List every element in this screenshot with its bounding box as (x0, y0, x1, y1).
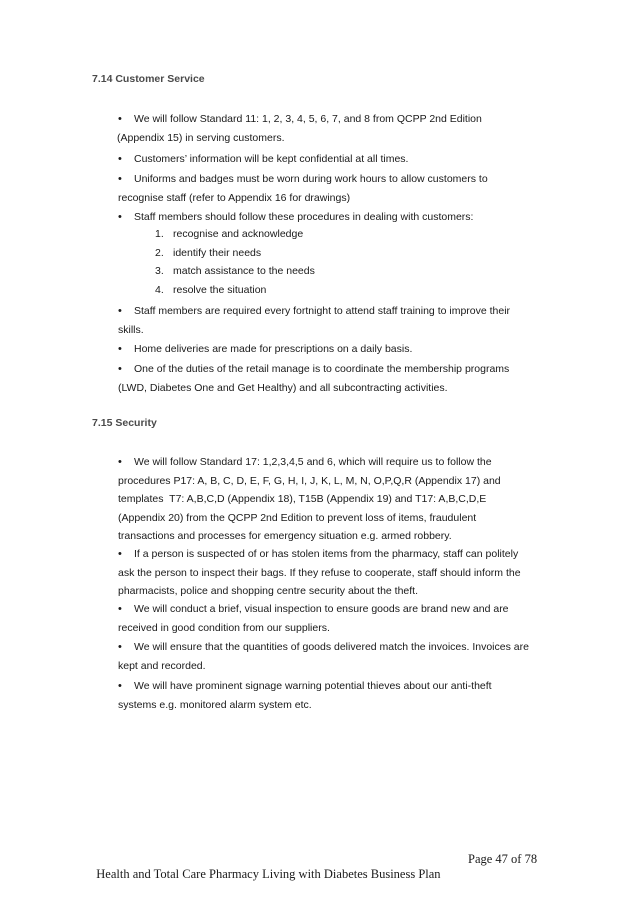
bullet-icon: • (118, 153, 122, 165)
bullet-icon: • (118, 113, 122, 125)
bullet-icon: • (118, 173, 122, 185)
list-item: • Staff members should follow these procedures in dealing with customers: (118, 208, 543, 227)
section-heading-customer-service: 7.14 Customer Service (92, 73, 205, 85)
footer-title: Health and Total Care Pharmacy Living with Diabetes Business Plan (96, 867, 441, 881)
list-item: • We will have prominent signage warning potential thieves about our anti-theft systems e.g. monitored alarm system etc. (118, 677, 543, 714)
list-item: • We will follow Standard 11: 1, 2, 3, 4, 5, 6, 7, and 8 from QCPP 2nd Edition (Appendix 15) in serving customers. (118, 110, 543, 147)
section-heading-security: 7.15 Security (92, 417, 157, 429)
list-item: • Home deliveries are made for prescriptions on a daily basis. (118, 340, 543, 359)
bullet-icon: • (118, 456, 122, 468)
procedure-item: 4. resolve the situation (155, 284, 267, 296)
bullet-icon: • (118, 211, 122, 223)
bullet-icon: • (118, 603, 122, 615)
list-item: • We will follow Standard 17: 1,2,3,4,5 and 6, which will require us to follow the procedures P17: A, B, C, D, E, F, G, H, I, J, K, L, M, N, O,P,Q,R (Appendix 17) and templates T7: A,B,C,D (Appendix 18), T15B (Appendix 19) and T17: A,B,C,D,E (Appendix 20) from the QCPP 2nd Edition to prevent loss of items, fraudulent transactions and processes for emergency situation e.g. armed robbery. (118, 453, 543, 546)
bullet-icon: • (118, 680, 122, 692)
list-item: • We will conduct a brief, visual inspection to ensure goods are brand new and are received in good condition from our suppliers. (118, 600, 543, 637)
procedure-item: 1. recognise and acknowledge (155, 228, 304, 240)
page-number: Page 47 of 78 (468, 852, 538, 866)
page-footer (90, 852, 538, 897)
procedure-item: 3. match assistance to the needs (155, 265, 315, 277)
list-item: • Staff members are required every fortnight to attend staff training to improve their skills. (118, 302, 543, 339)
list-item: • If a person is suspected of or has stolen items from the pharmacy, staff can politely ask the person to inspect their bags. If they refuse to cooperate, staff should inform the pharmacists, police and shopping centre security about the theft. (118, 545, 543, 601)
list-item: • Customers’ information will be kept confidential at all times. (118, 150, 543, 169)
bullet-icon: • (118, 363, 122, 375)
bullet-icon: • (118, 343, 122, 355)
bullet-icon: • (118, 548, 122, 560)
list-item: • Uniforms and badges must be worn during work hours to allow customers to recognise staff (refer to Appendix 16 for drawings) (118, 170, 543, 207)
list-item: • One of the duties of the retail manage is to coordinate the membership programs (LWD, Diabetes One and Get Healthy) and all subcontracting activities. (118, 360, 543, 397)
bullet-icon: • (118, 305, 122, 317)
list-item: • We will ensure that the quantities of goods delivered match the invoices. Invoices are kept and recorded. (118, 638, 543, 675)
bullet-icon: • (118, 641, 122, 653)
procedure-item: 2. identify their needs (155, 247, 262, 259)
